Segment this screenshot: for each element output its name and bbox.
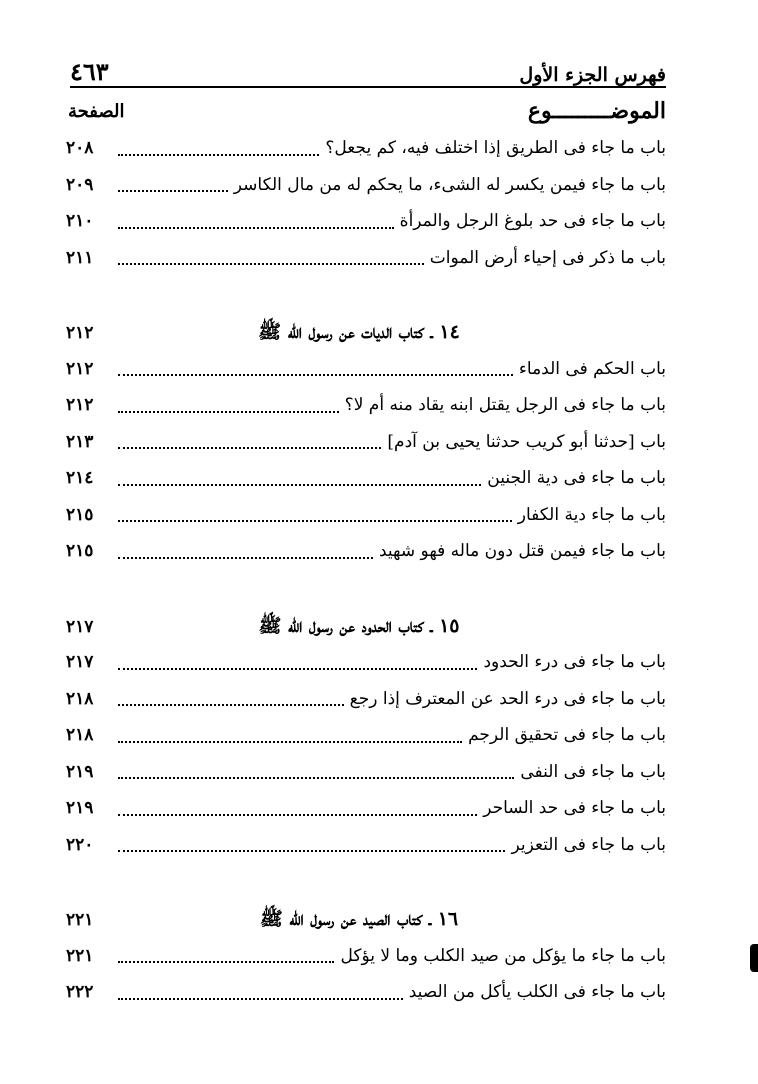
- dot-leader: [118, 189, 228, 192]
- toc-entry: [66, 644, 666, 681]
- page-edge-mark: [750, 944, 758, 972]
- entry-title: باب ما جاء فى دية الجنين: [487, 468, 666, 488]
- toc-entry: [66, 167, 666, 204]
- toc-entry: [66, 717, 666, 754]
- entry-page-number: ٢٢١: [66, 945, 94, 966]
- entry-title: باب ما جاء ما يؤكل من صيد الكلب وما لا يؤكل: [340, 945, 666, 966]
- toc-entry: [66, 130, 666, 167]
- toc-entry: [66, 240, 666, 277]
- section-title: ١٦ ـ كتاب الصيد عن رسول الله ﷺ: [259, 908, 459, 930]
- section-heading: [66, 901, 666, 938]
- entry-page-number: ٢١٠: [66, 211, 94, 231]
- toc-entry: [66, 974, 666, 1011]
- dot-leader: [118, 483, 481, 486]
- entry-title: باب ما جاء فى درء الحدود: [483, 652, 666, 672]
- entry-page-number: ٢١٨: [66, 688, 94, 709]
- toc-entry: [66, 754, 666, 791]
- toc-entry: [66, 827, 666, 864]
- dot-leader: [118, 849, 505, 852]
- dot-leader: [118, 703, 344, 706]
- entry-page-number: ٢١٨: [66, 725, 94, 745]
- entry-page-number: ٢٠٩: [66, 174, 94, 195]
- section-title: ١٥ ـ كتاب الحدود عن رسول الله ﷺ: [258, 614, 460, 637]
- entry-page-number: ٢١٥: [66, 504, 94, 525]
- page-column-heading: الصفحة: [68, 100, 125, 122]
- dot-leader: [118, 813, 477, 816]
- entry-title: باب الحكم فى الدماء: [518, 358, 666, 379]
- entry-title: باب ما جاء فى الرجل يقتل ابنه يقاد منه أم لا؟: [344, 395, 666, 415]
- toc-entry: [66, 460, 666, 497]
- section-gap: [66, 276, 666, 314]
- toc-entries: [66, 130, 666, 1011]
- entry-title: باب ما جاء فى النفى: [520, 761, 666, 782]
- entry-title: باب ما جاء فى التعزير: [511, 834, 666, 855]
- section-title: ١٤ ـ كتاب الديات عن رسول الله ﷺ: [258, 321, 460, 343]
- entry-page-number: ٢١٣: [66, 431, 94, 452]
- entry-page-number: ٢١٧: [66, 652, 94, 672]
- dot-leader: [118, 740, 462, 743]
- page-number: ٤٦٣: [70, 57, 109, 86]
- entry-page-number: ٢١٢: [66, 358, 94, 379]
- dot-leader: [118, 373, 513, 376]
- section-gap: [66, 863, 666, 901]
- section-gap: [66, 570, 666, 608]
- topic-column-heading: الموضـــــــــوع: [527, 98, 666, 124]
- header-rule: [70, 86, 666, 88]
- entry-page-number: ٢١٢: [66, 395, 94, 415]
- dot-leader: [118, 960, 334, 963]
- entry-title: باب ما جاء فى تحقيق الرجم: [468, 725, 666, 745]
- entry-page-number: ٢١٩: [66, 798, 94, 818]
- dot-leader: [118, 519, 512, 522]
- dot-leader: [118, 410, 339, 413]
- entry-title: باب [حدثنا أبو كريب حدثنا يحيى بن آدم]: [387, 431, 666, 452]
- entry-title: باب ما جاء فى الطريق إذا اختلف فيه، كم يجعل؟: [325, 138, 666, 158]
- toc-entry: [66, 497, 666, 534]
- entry-title: باب ما جاء فى درء الحد عن المعترف إذا رجع: [349, 688, 666, 709]
- column-headings: [68, 94, 666, 128]
- entry-title: باب ما جاء دية الكفار: [517, 504, 666, 525]
- entry-page-number: ٢١٩: [66, 761, 94, 782]
- toc-entry: [66, 203, 666, 240]
- dot-leader: [118, 997, 403, 1000]
- entry-page-number: ٢٢٠: [66, 834, 94, 855]
- page-header: [70, 46, 666, 86]
- entry-page-number: ٢١٥: [66, 541, 94, 561]
- running-title: فهرس الجزء الأول: [519, 64, 666, 86]
- toc-entry: [66, 790, 666, 827]
- toc-entry: [66, 533, 666, 570]
- section-page-number: ٢٢١: [66, 910, 94, 930]
- toc-entry: [66, 351, 666, 388]
- toc-entry: [66, 938, 666, 975]
- section-heading: [66, 314, 666, 351]
- entry-title: باب ما ذكر فى إحياء أرض الموات: [429, 247, 666, 268]
- dot-leader: [118, 776, 514, 779]
- dot-leader: [118, 556, 373, 559]
- entry-page-number: ٢١١: [66, 247, 94, 268]
- entry-title: باب ما جاء فى حد الساحر: [483, 798, 666, 818]
- toc-entry: [66, 681, 666, 718]
- toc-entry: [66, 424, 666, 461]
- entry-page-number: ٢٠٨: [66, 138, 94, 158]
- entry-title: باب ما جاء فيمن قتل دون ماله فهو شهيد: [379, 541, 666, 561]
- section-page-number: ٢١٧: [66, 616, 94, 637]
- dot-leader: [118, 153, 319, 156]
- entry-title: باب ما جاء فى الكلب يأكل من الصيد: [408, 982, 666, 1002]
- entry-title: باب ما جاء فيمن يكسر له الشىء، ما يحكم له من مال الكاسر: [233, 174, 666, 195]
- entry-title: باب ما جاء فى حد بلوغ الرجل والمرأة: [399, 211, 666, 231]
- dot-leader: [118, 446, 381, 449]
- entry-page-number: ٢٢٢: [66, 982, 94, 1002]
- entry-page-number: ٢١٤: [66, 468, 94, 488]
- section-heading: [66, 608, 666, 645]
- dot-leader: [118, 226, 394, 229]
- dot-leader: [118, 667, 477, 670]
- toc-entry: [66, 387, 666, 424]
- dot-leader: [118, 262, 424, 265]
- section-page-number: ٢١٢: [66, 323, 94, 343]
